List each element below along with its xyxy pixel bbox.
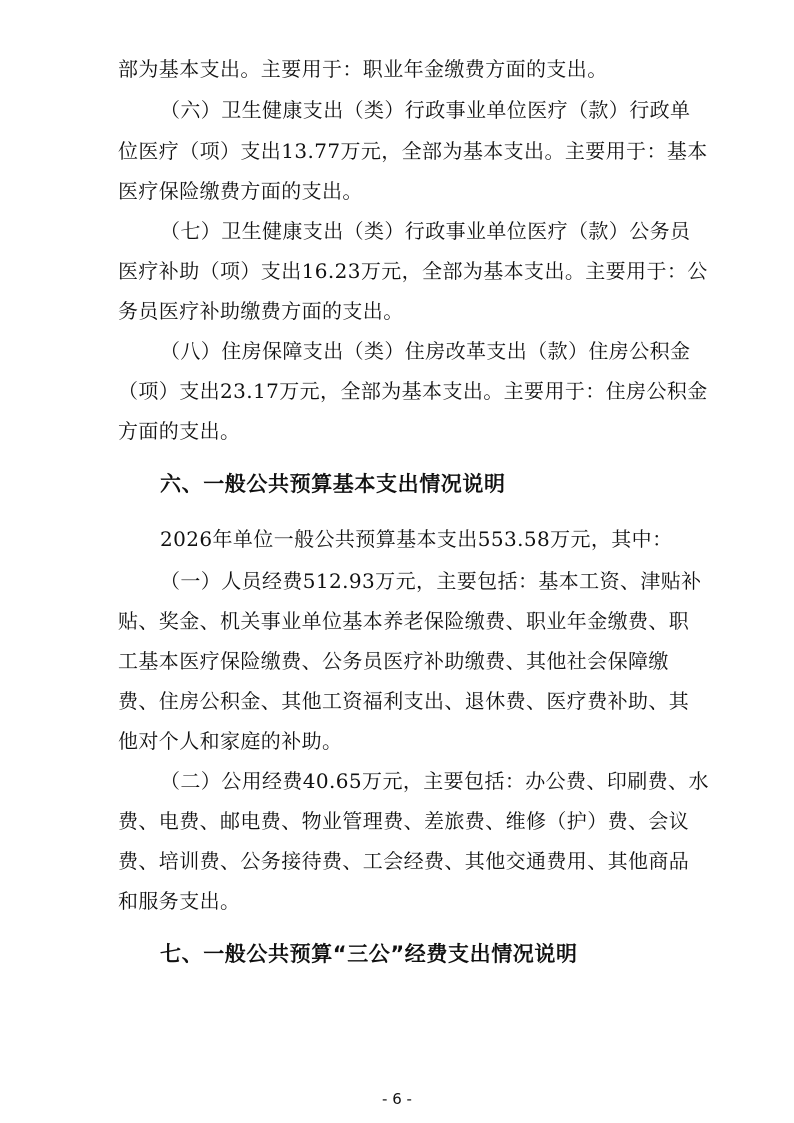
paragraph-line: （二）公用经费40.65万元，主要包括：办公费、印刷费、水 — [160, 769, 709, 793]
paragraph-line: （八）住房保障支出（类）住房改革支出（款）住房公积金 — [160, 339, 691, 363]
paragraph-line: 费、电费、邮电费、物业管理费、差旅费、维修（护）费、会议 — [118, 809, 690, 833]
paragraph-line: 他对个人和家庭的补助。 — [118, 729, 343, 753]
paragraph-line: 医疗保险缴费方面的支出。 — [118, 179, 363, 203]
paragraph-line: （六）卫生健康支出（类）行政事业单位医疗（款）行政单 — [160, 98, 691, 122]
paragraph-line: 部为基本支出。主要用于：职业年金缴费方面的支出。 — [118, 57, 608, 81]
paragraph-line: 和服务支出。 — [118, 889, 241, 913]
section-heading: 七、一般公共预算“三公”经费支出情况说明 — [160, 942, 578, 966]
paragraph-line: 贴、奖金、机关事业单位基本养老保险缴费、职业年金缴费、职 — [118, 609, 690, 633]
page-number: - 6 - — [382, 1090, 412, 1108]
paragraph-line: 医疗补助（项）支出16.23万元，全部为基本支出。主要用于：公 — [118, 259, 708, 283]
paragraph-line: （一）人员经费512.93万元，主要包括：基本工资、津贴补 — [160, 569, 702, 593]
paragraph-line: 费、住房公积金、其他工资福利支出、退休费、医疗费补助、其 — [118, 689, 690, 713]
paragraph-line: 2026年单位一般公共预算基本支出553.58万元，其中： — [160, 527, 673, 551]
paragraph-line: 费、培训费、公务接待费、工会经费、其他交通费用、其他商品 — [118, 849, 690, 873]
paragraph-line: （七）卫生健康支出（类）行政事业单位医疗（款）公务员 — [160, 219, 691, 243]
paragraph-line: 方面的支出。 — [118, 419, 241, 443]
paragraph-line: 位医疗（项）支出13.77万元，全部为基本支出。主要用于：基本 — [118, 139, 708, 163]
section-heading: 六、一般公共预算基本支出情况说明 — [160, 472, 506, 496]
paragraph-line: 务员医疗补助缴费方面的支出。 — [118, 299, 404, 323]
paragraph-line: （项）支出23.17万元，全部为基本支出。主要用于：住房公积金 — [118, 379, 708, 403]
paragraph-line: 工基本医疗保险缴费、公务员医疗补助缴费、其他社会保障缴 — [118, 649, 669, 673]
